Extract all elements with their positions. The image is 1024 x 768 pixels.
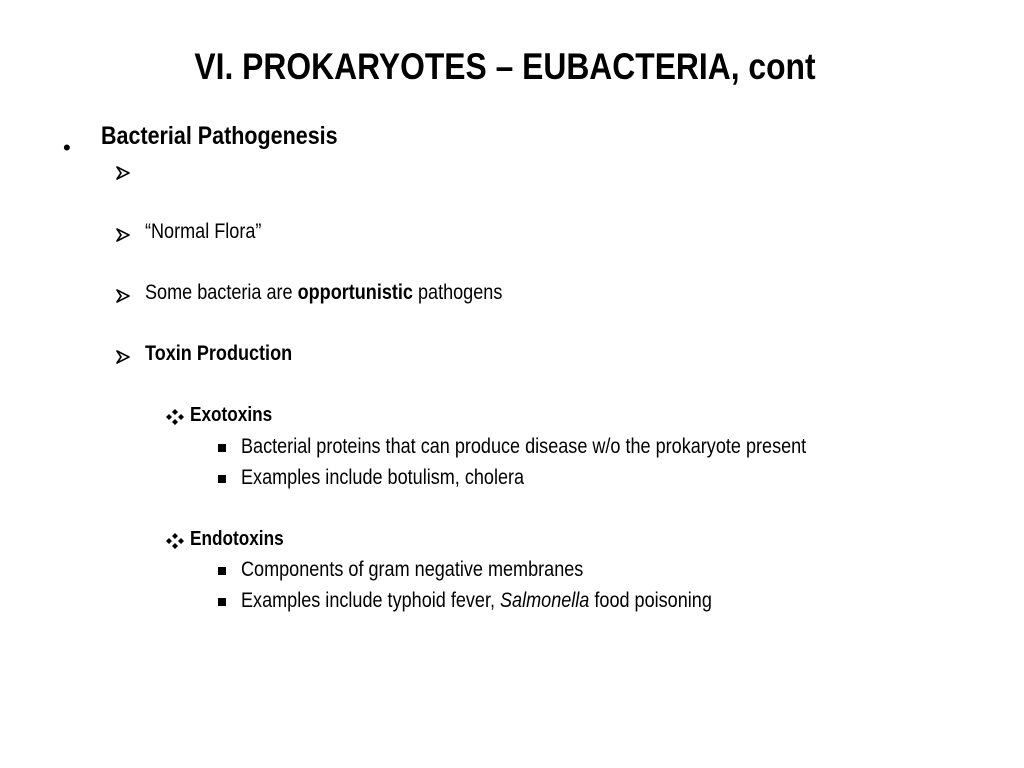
section-heading: Bacterial Pathogenesis [101, 122, 338, 150]
arrowhead-icon [116, 166, 130, 180]
bullet-toxin-production: Toxin Production [145, 342, 293, 365]
square-bullet-icon [218, 567, 226, 575]
subheading-endotoxins: Endotoxins [190, 528, 284, 550]
bullet-opportunistic [145, 281, 502, 305]
square-bullet-icon [218, 598, 226, 606]
arrowhead-icon [116, 228, 130, 242]
emphasis-opportunistic: opportunistic [297, 281, 413, 304]
square-bullet-icon [218, 444, 226, 452]
text-run: pathogens [412, 281, 503, 304]
arrowhead-icon [116, 350, 130, 364]
slide-title: VI. PROKARYOTES – EUBACTERIA, cont [194, 46, 816, 87]
bullet-normal-flora: “Normal Flora” [145, 220, 262, 243]
diamond-cluster-icon [165, 532, 185, 555]
list-item: Components of gram negative membranes [241, 558, 584, 581]
list-item: Examples include botulism, cholera [241, 466, 525, 489]
text-run: food poisoning [589, 589, 712, 612]
subheading-exotoxins: Exotoxins [190, 404, 273, 426]
square-bullet-icon [218, 475, 226, 483]
list-item [241, 589, 712, 613]
text-run: Examples include typhoid fever, [241, 589, 501, 612]
emphasis-salmonella: Salmonella [500, 589, 590, 612]
list-item: Bacterial proteins that can produce disease w/o the prokaryote present [241, 435, 807, 458]
arrowhead-icon [116, 289, 130, 303]
diamond-cluster-icon [165, 408, 185, 431]
text-run: Some bacteria are [145, 281, 298, 304]
bullet-dot-icon: • [63, 135, 71, 160]
